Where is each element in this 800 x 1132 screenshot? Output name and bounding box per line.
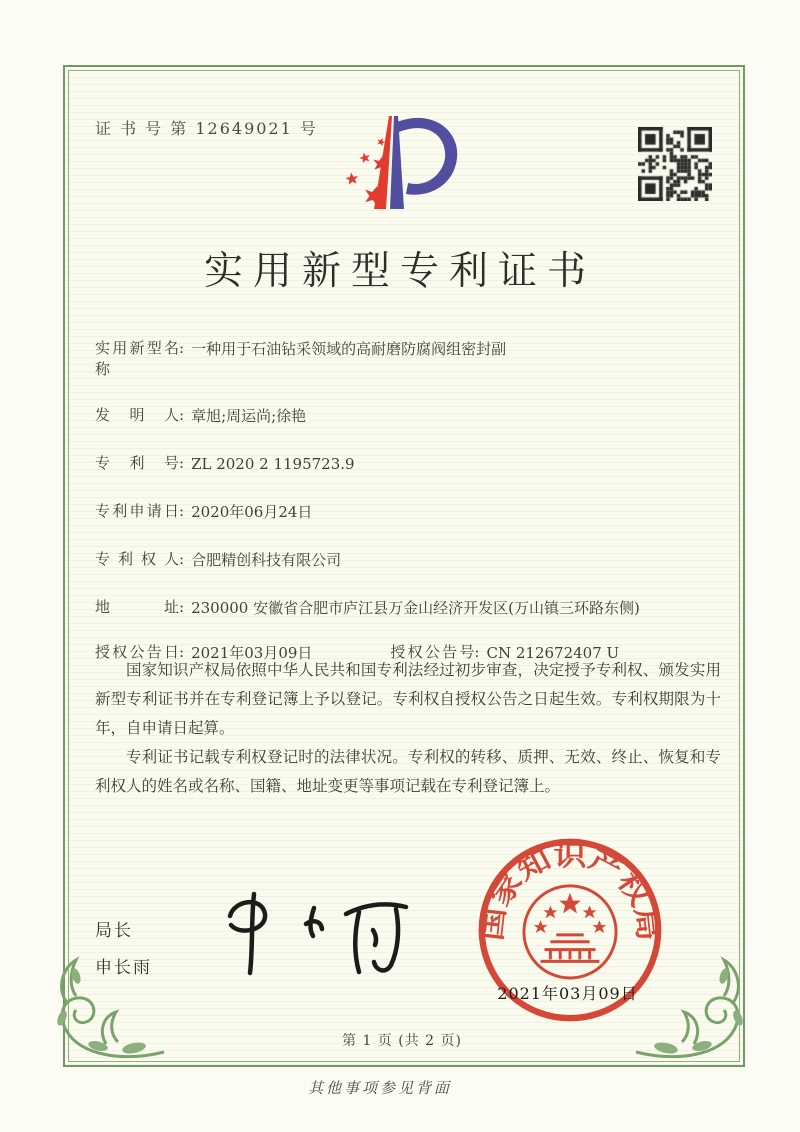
- field-row-patent-no: 专利号 : ZL 2020 2 1195723.9: [95, 453, 720, 476]
- field-label: 地址: [95, 598, 179, 616]
- director-signature: [210, 872, 415, 982]
- svg-text:国家知识产权局: [476, 840, 664, 942]
- cnipa-logo-icon: [338, 112, 470, 216]
- field-row-inventors: 发明人 : 章旭;周运尚;徐艳: [95, 405, 720, 428]
- field-label: 专利号: [95, 454, 179, 472]
- field-row-address: 地址 : 230000 安徽省合肥市庐江县万金山经济开发区(万山镇三环路东侧): [95, 597, 720, 620]
- signer-block: [95, 916, 152, 990]
- signer-title: 局长: [95, 921, 133, 941]
- legal-paragraph-1: 国家知识产权局依照中华人民共和国专利法经过初步审查，决定授予专利权、颁发实用新型专利证书并在专利登记簿上予以登记。专利权自授权公告之日起生效。专利权期限为十年，自申请日起算。: [95, 661, 721, 737]
- field-row-name: 实用新型名称 : 一种用于石油钻采领域的高耐磨防腐阀组密封副: [95, 339, 507, 378]
- seal-date: 2021年03月09日: [497, 984, 638, 1003]
- signer-name: 申长雨: [95, 958, 152, 978]
- filing-date: 2020年06月24日: [191, 503, 313, 521]
- legal-paragraph-2: 专利证书记载专利权登记时的法律状况。专利权的转移、质押、无效、终止、恢复和专利权人的姓名或名称、国籍、地址变更等事项记载在专利登记簿上。: [95, 748, 721, 795]
- national-emblem-icon: [524, 886, 616, 978]
- inventors: 章旭;周运尚;徐艳: [191, 407, 307, 425]
- field-row-filing-date: 专利申请日 : 2020年06月24日: [95, 501, 720, 524]
- legal-text: [95, 656, 721, 801]
- seal-text: 国家知识产权局: [476, 839, 664, 943]
- field-list: [95, 338, 720, 690]
- field-label: 专利权人: [95, 550, 179, 568]
- patent-number: ZL 2020 2 1195723.9: [191, 455, 355, 473]
- page-number: 第 1 页 (共 2 页): [342, 1033, 462, 1049]
- field-row-patentee: 专利权人 : 合肥精创科技有限公司: [95, 549, 720, 572]
- field-label: 专利申请日: [95, 502, 179, 520]
- qr-code: [638, 127, 712, 201]
- certificate-title: 实用新型专利证书: [203, 249, 596, 294]
- certificate-number: 证 书 号 第 12649021 号: [95, 119, 318, 138]
- field-label: 实用新型名称: [95, 339, 179, 378]
- field-label: 授权公告号: [390, 643, 475, 661]
- grant-no-pair: 授权公告号 : CN 212672407 U: [390, 642, 619, 665]
- field-label: 发明人: [95, 406, 179, 424]
- field-label: 授权公告日: [95, 643, 179, 661]
- utility-model-name: 一种用于石油钻采领域的高耐磨防腐阀组密封副: [191, 340, 507, 358]
- grant-date: 2021年03月09日: [191, 644, 313, 662]
- back-side-note: 其他事项参见背面: [307, 1079, 452, 1097]
- patentee: 合肥精创科技有限公司: [191, 551, 342, 569]
- grant-date-pair: 授权公告日 : 2021年03月09日: [95, 642, 312, 665]
- patentee-address: 230000 安徽省合肥市庐江县万金山经济开发区(万山镇三环路东侧): [191, 599, 640, 617]
- grant-publication-number: CN 212672407 U: [486, 644, 620, 662]
